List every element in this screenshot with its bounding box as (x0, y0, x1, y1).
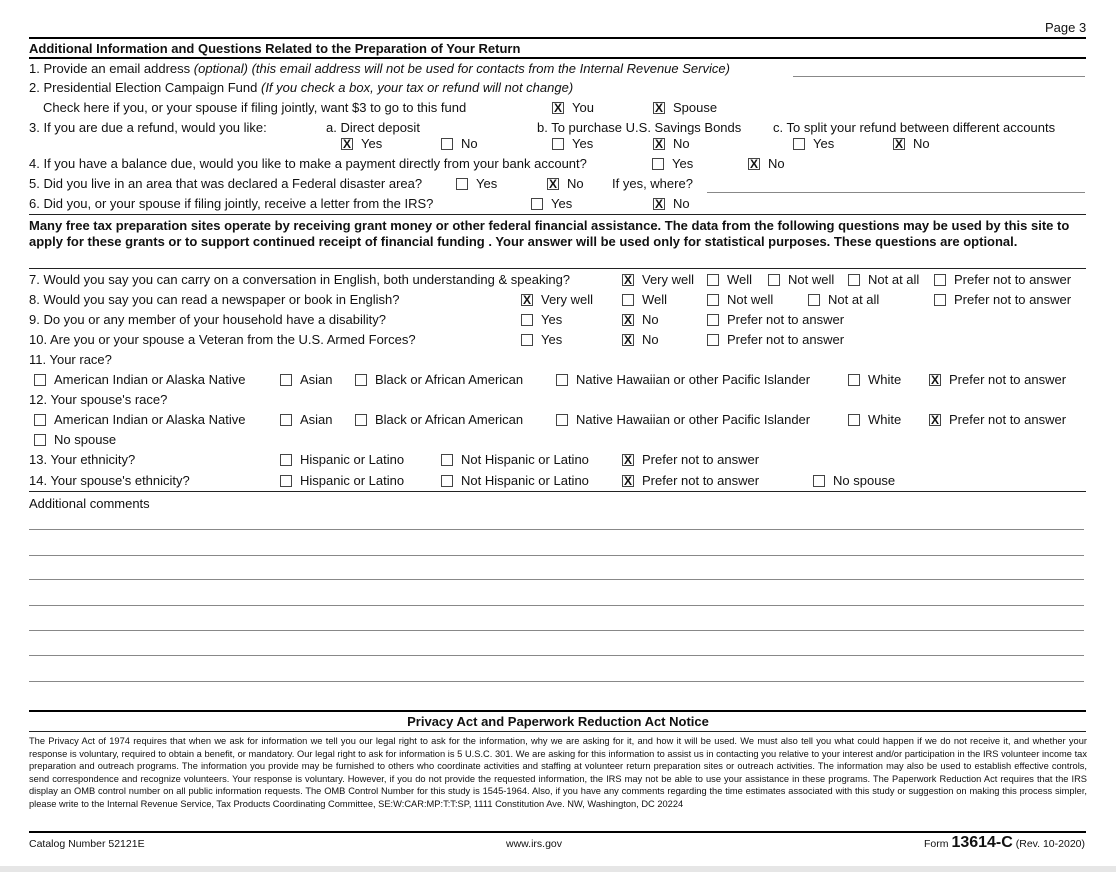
q14-no-spouse-label: No spouse (833, 473, 896, 488)
q13-not-hispanic-label: Not Hispanic or Latino (461, 452, 589, 467)
q12-asian-label: Asian (300, 412, 333, 427)
q12-native-american-label: American Indian or Alaska Native (54, 412, 246, 427)
form-prefix: Form (924, 838, 949, 850)
form-number: 13614-C (951, 834, 1013, 851)
q8-pna-checkbox[interactable] (934, 294, 946, 306)
q6-yes-label: Yes (551, 196, 573, 211)
q4-text: 4. If you have a balance due, would you like to make a payment directly from your bank account? (29, 156, 587, 171)
q8-pna-label: Prefer not to answer (954, 292, 1072, 307)
q12-pacific-islander-checkbox[interactable] (556, 414, 568, 426)
q11-native-american-checkbox[interactable] (34, 374, 46, 386)
q7-pna-label: Prefer not to answer (954, 272, 1072, 287)
q5-yes-checkbox[interactable] (456, 178, 468, 190)
q13-not-hispanic-checkbox[interactable] (441, 454, 453, 466)
q8-not-at-all-label: Not at all (828, 292, 880, 307)
q11-asian-checkbox[interactable] (280, 374, 292, 386)
divider (29, 491, 1086, 492)
q11-pna-label: Prefer not to answer (949, 372, 1067, 387)
q7-very-well-checkbox[interactable] (622, 274, 634, 286)
q7-pna-checkbox[interactable] (934, 274, 946, 286)
form-revision: (Rev. 10-2020) (1015, 838, 1085, 850)
q3-a-no-checkbox[interactable] (441, 138, 453, 150)
q6-text: 6. Did you, or your spouse if filing jointly, receive a letter from the IRS? (29, 196, 434, 211)
q9-no-label: No (642, 312, 659, 327)
q12-pacific-islander-label: Native Hawaiian or other Pacific Islander (576, 412, 811, 427)
q3-b-yes-checkbox[interactable] (552, 138, 564, 150)
q14-pna-checkbox[interactable] (622, 475, 634, 487)
q14-not-hispanic-label: Not Hispanic or Latino (461, 473, 589, 488)
q2-you-checkbox[interactable] (552, 102, 564, 114)
comment-line (29, 529, 1084, 530)
q9-yes-label: Yes (541, 312, 563, 327)
comment-line (29, 655, 1084, 656)
q11-black-checkbox[interactable] (355, 374, 367, 386)
catalog-number: Catalog Number 52121E (29, 838, 145, 850)
q7-not-at-all-checkbox[interactable] (848, 274, 860, 286)
q11-pacific-islander-label: Native Hawaiian or other Pacific Islander (576, 372, 811, 387)
q7-very-well-label: Very well (642, 272, 695, 287)
q10-no-label: No (642, 332, 659, 347)
q11-native-american-label: American Indian or Alaska Native (54, 372, 246, 387)
q2-text: 2. Presidential Election Campaign Fund (29, 80, 258, 95)
divider (29, 57, 1086, 59)
divider (29, 214, 1086, 215)
q12-black-checkbox[interactable] (355, 414, 367, 426)
q3-a-label: a. Direct deposit (326, 120, 420, 135)
q11-asian-label: Asian (300, 372, 333, 387)
q4-yes-label: Yes (672, 156, 694, 171)
q4-no-checkbox[interactable] (748, 158, 760, 170)
comment-line (29, 605, 1084, 606)
q14-pna-label: Prefer not to answer (642, 473, 760, 488)
q12-pna-checkbox[interactable] (929, 414, 941, 426)
funding-note: Many free tax preparation sites operate by receiving grant money or other federal financial assistance. The data from the following questions may be used by this site to apply for these grants or to support continued receipt of financial funding . Your answer will be used only for statistical purposes. These questions are optional. (29, 218, 1070, 249)
disaster-area-field[interactable] (707, 192, 1085, 193)
q13-hispanic-checkbox[interactable] (280, 454, 292, 466)
q6-no-label: No (673, 196, 690, 211)
q8-text: 8. Would you say you can read a newspaper or book in English? (29, 292, 400, 307)
comment-line (29, 681, 1084, 682)
q10-pna-checkbox[interactable] (707, 334, 719, 346)
q3-c-label: c. To split your refund between different accounts (773, 120, 1056, 135)
q9-pna-checkbox[interactable] (707, 314, 719, 326)
q11-black-label: Black or African American (375, 372, 524, 387)
q4-no-label: No (768, 156, 785, 171)
q6-no-checkbox[interactable] (653, 198, 665, 210)
q9-pna-label: Prefer not to answer (727, 312, 845, 327)
q7-not-well-label: Not well (788, 272, 835, 287)
divider (29, 731, 1086, 732)
comment-line (29, 555, 1084, 556)
q3-c-no-label: No (913, 136, 930, 151)
comment-line (29, 579, 1084, 580)
divider (29, 37, 1086, 39)
q2-sub: Check here if you, or your spouse if filing jointly, want $3 to go to this fund (43, 100, 467, 115)
q3-c-yes-label: Yes (813, 136, 835, 151)
divider (29, 831, 1086, 833)
q9-yes-checkbox[interactable] (521, 314, 533, 326)
divider (29, 710, 1086, 712)
q2-note: (If you check a box, your tax or refund will not change) (260, 80, 574, 95)
q3-b-label: b. To purchase U.S. Savings Bonds (537, 120, 742, 135)
email-field[interactable] (793, 76, 1085, 77)
q1-label (29, 61, 730, 77)
privacy-title: Privacy Act and Paperwork Reduction Act Notice (407, 714, 709, 729)
q11-white-label: White (868, 372, 902, 387)
q2-spouse-checkbox[interactable] (653, 102, 665, 114)
q5-text: 5. Did you live in an area that was declared a Federal disaster area? (29, 176, 423, 191)
q10-no-checkbox[interactable] (622, 334, 634, 346)
q11-white-checkbox[interactable] (848, 374, 860, 386)
q10-yes-checkbox[interactable] (521, 334, 533, 346)
q8-well-checkbox[interactable] (622, 294, 634, 306)
q3-b-yes-label: Yes (572, 136, 594, 151)
q14-hispanic-label: Hispanic or Latino (300, 473, 405, 488)
q3-c-no-checkbox[interactable] (893, 138, 905, 150)
q7-text: 7. Would you say you can carry on a conversation in English, both understanding & speaking? (29, 272, 571, 287)
form-id (924, 834, 1085, 852)
q10-pna-label: Prefer not to answer (727, 332, 845, 347)
q2-you-label: You (572, 100, 594, 115)
page-number: Page 3 (1045, 20, 1087, 35)
q5-yes-label: Yes (476, 176, 498, 191)
q14-not-hispanic-checkbox[interactable] (441, 475, 453, 487)
q11-text: 11. Your race? (29, 352, 112, 367)
comment-line (29, 630, 1084, 631)
q12-text: 12. Your spouse's race? (29, 392, 168, 407)
q3-a-yes-checkbox[interactable] (341, 138, 353, 150)
q3-text: 3. If you are due a refund, would you like: (29, 120, 267, 135)
q11-pna-checkbox[interactable] (929, 374, 941, 386)
q8-not-well-checkbox[interactable] (707, 294, 719, 306)
q14-hispanic-checkbox[interactable] (280, 475, 292, 487)
q9-text: 9. Do you or any member of your household have a disability? (29, 312, 386, 327)
q14-no-spouse-checkbox[interactable] (813, 475, 825, 487)
q9-no-checkbox[interactable] (622, 314, 634, 326)
q3-c-yes-checkbox[interactable] (793, 138, 805, 150)
q13-pna-label: Prefer not to answer (642, 452, 760, 467)
q12-no-spouse-checkbox[interactable] (34, 434, 46, 446)
q6-yes-checkbox[interactable] (531, 198, 543, 210)
q12-asian-checkbox[interactable] (280, 414, 292, 426)
divider (29, 268, 1086, 269)
q11-pacific-islander-checkbox[interactable] (556, 374, 568, 386)
q8-well-label: Well (642, 292, 668, 307)
q7-not-well-checkbox[interactable] (768, 274, 780, 286)
q13-text: 13. Your ethnicity? (29, 452, 136, 467)
window-bottom-edge (0, 866, 1116, 872)
q12-white-checkbox[interactable] (848, 414, 860, 426)
q3-a-yes-label: Yes (361, 136, 383, 151)
q1-text: 1. Provide an email address (29, 61, 191, 76)
q2-label (29, 80, 573, 96)
q7-not-at-all-label: Not at all (868, 272, 920, 287)
q12-no-spouse-label: No spouse (54, 432, 117, 447)
q5-no-label: No (567, 176, 584, 191)
q5-where-label: If yes, where? (612, 176, 693, 191)
q3-b-no-checkbox[interactable] (653, 138, 665, 150)
q8-not-at-all-checkbox[interactable] (808, 294, 820, 306)
q5-no-checkbox[interactable] (547, 178, 559, 190)
q3-b-no-label: No (673, 136, 690, 151)
privacy-text: The Privacy Act of 1974 requires that when we ask for information we tell you our legal right to ask for the information, why we are asking for it, and how it will be used. We must also tell you what could happen if we do not receive it, and whether your response is voluntary, required to obtain a benefit, or mandatory. Our legal right to ask for information is 5 U.S.C. 301. We are asking for this information to assist us in contacting you relative to your interest and/or participation in the IRS volunteer income tax preparation and outreach programs. The information you provide may be furnished to others who coordinate activities and staffing at volunteer return preparation sites or outreach activities. The information may also be used to establish effective controls, send correspondence and recognize volunteers. Your response is voluntary. However, if you do not provide the requested information, the IRS may not be able to use your assistance in these programs. The Paperwork Reduction Act requires that the IRS display an OMB control number on all public information requests. The OMB Control Number for this study is 1545-1964. Also, if you have any comments regarding the time estimates associated with this study or suggestion on making this process simpler, please write to the Internal Revenue Service, Tax Products Coordinating Committee, SE:W:CAR:MP:T:T:SP, 1111 Constitution Ave. NW, Washington, DC 20224 (29, 736, 1087, 809)
website: www.irs.gov (506, 838, 563, 850)
q1-note: (optional) (this email address will not be used for contacts from the Internal Revenue Service) (193, 61, 730, 76)
q8-not-well-label: Not well (727, 292, 774, 307)
q12-white-label: White (868, 412, 902, 427)
q12-black-label: Black or African American (375, 412, 524, 427)
q12-native-american-checkbox[interactable] (34, 414, 46, 426)
q13-hispanic-label: Hispanic or Latino (300, 452, 405, 467)
q10-yes-label: Yes (541, 332, 563, 347)
q12-pna-label: Prefer not to answer (949, 412, 1067, 427)
q13-pna-checkbox[interactable] (622, 454, 634, 466)
q10-text: 10. Are you or your spouse a Veteran from the U.S. Armed Forces? (29, 332, 416, 347)
q2-spouse-label: Spouse (673, 100, 718, 115)
q8-very-well-label: Very well (541, 292, 594, 307)
q4-yes-checkbox[interactable] (652, 158, 664, 170)
comments-label: Additional comments (29, 496, 150, 511)
section-title: Additional Information and Questions Related to the Preparation of Your Return (29, 41, 521, 56)
q3-a-no-label: No (461, 136, 478, 151)
q7-well-label: Well (727, 272, 753, 287)
q8-very-well-checkbox[interactable] (521, 294, 533, 306)
q7-well-checkbox[interactable] (707, 274, 719, 286)
q14-text: 14. Your spouse's ethnicity? (29, 473, 190, 488)
